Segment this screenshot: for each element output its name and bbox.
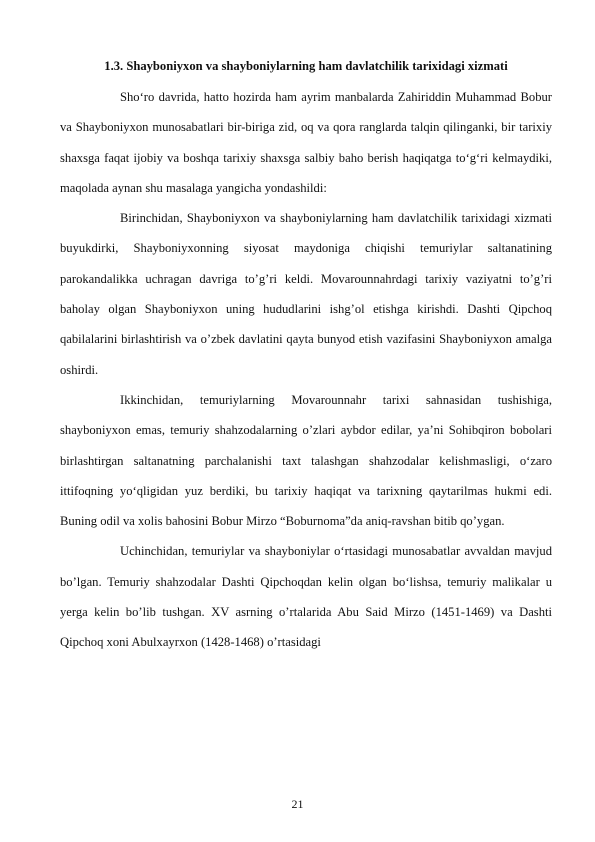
paragraph-second: Ikkinchidan, temuriylarning Movarounnahr tarixi sahnasidan tushishiga, shayboniyxon emas, temuriy shahzodalarning oʼzlari aybdor edilar, yaʼni Sohibqiron bobolari birlashtirgan saltanatning parchalanishi taxt talashgan shahzodalar kelishmasligi, oʻzaro ittifoqning yoʻqligidan yuz berdiki, bu tarixiy haqiqat va tarixning qaytarilmas hukmi edi. Buning odil va xolis bahosini Bobur Mirzo “Boburnoma”da aniq-ravshan bitib qoʼygan. [60, 392, 552, 529]
body-text [60, 82, 552, 658]
section-heading: 1.3. Shayboniyxon va shayboniylarning ham davlatchilik tarixidagi xizmati [104, 59, 508, 73]
paragraph-first: Birinchidan, Shayboniyxon va shayboniylarning ham davlatchilik tarixidagi xizmati buyukdirki, Shayboniyxonning siyosat maydoniga chiqishi temuriylar saltanatining parokandalikka uchragan davriga toʼgʼri keldi. Movarounnahrdagi tarixiy vaziyatni toʼgʼri baholay olgan Shayboniyxon uning hududlarini ishgʼol etishga kirishdi. Dashti Qipchoq qabilalarini birlashtirish va oʼzbek davlatini qayta bunyod etish vazifasini Shayboniyxon amalga oshirdi. [60, 211, 552, 377]
page-number: 21 [291, 797, 304, 811]
paragraph-third: Uchinchidan, temuriylar va shayboniylar oʻrtasidagi munosabatlar avvaldan mavjud boʼlgan. Temuriy shahzodalar Dashti Qipchoqdan kelin olgan boʻlishsa, temuriy malikalar u yerga kelin boʼlib tushgan. XV asrning oʼrtalarida Abu Said Mirzo (1451-1469) va Dashti Qipchoq xoni Abulxayrxon (1428-1468) oʼrtasidagi [60, 544, 552, 650]
paragraph-intro: Shoʻro davrida, hatto hozirda ham ayrim manbalarda Zahiriddin Muhammad Bobur va Shayboniyxon munosabatlari bir-biriga zid, oq va qora ranglarda talqin qilinganki, bir tarixiy shaxsga faqat ijobiy va boshqa tarixiy shaxsga salbiy baho berish haqiqatga toʻgʻri kelmaydiki, maqolada aynan shu masalaga yangicha yondashildi: [60, 90, 552, 195]
